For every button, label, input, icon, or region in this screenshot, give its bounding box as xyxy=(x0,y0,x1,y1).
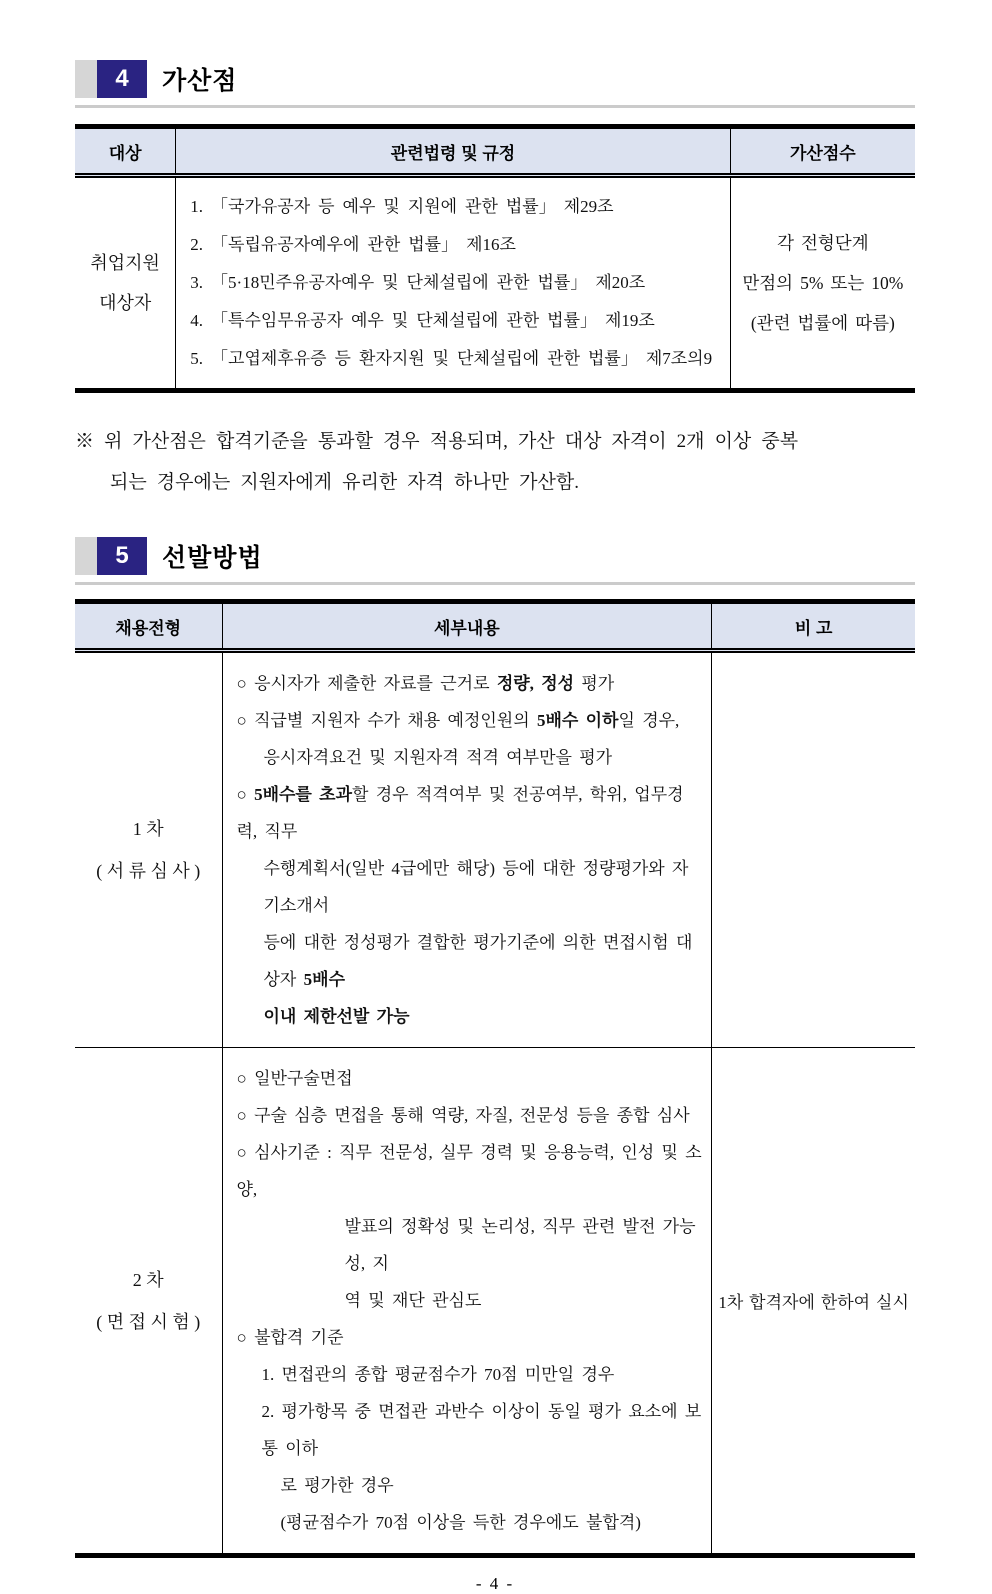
text-line: 수행계획서(일반 4급에만 해당) 등에 대한 정량평가와 자기소개서 xyxy=(263,859,689,915)
text-line: 2. 「독립유공자예우에 관한 법률」 제16조 xyxy=(190,235,516,254)
section-4-number-badge: 4 xyxy=(97,60,147,98)
text-line: 1. 면접관의 종합 평균점수가 70점 미만일 경우 xyxy=(261,1365,615,1384)
bonus-points-cell xyxy=(730,176,915,391)
text-line: ※ 위 가산점은 합격기준을 통과할 경우 적용되며, 가산 대상 자격이 2개 이상 중복 xyxy=(75,431,799,452)
section-badge-shadow xyxy=(75,537,97,575)
section-4-header xyxy=(75,60,915,108)
text-line: (관련 법률에 따름) xyxy=(750,313,895,333)
bonus-table-header-row xyxy=(75,127,915,176)
stage1-remark-cell xyxy=(712,651,915,1048)
selection-row-stage1 xyxy=(75,651,915,1048)
stage2-details-cell xyxy=(222,1048,712,1556)
stage1-details-cell xyxy=(222,651,712,1048)
text-line: 취업지원 xyxy=(90,253,160,273)
selection-row-stage2 xyxy=(75,1048,915,1556)
selection-table-header-row xyxy=(75,602,915,651)
column-header-bonus-points: 가산점수 xyxy=(730,127,915,176)
column-header-details: 세부내용 xyxy=(222,602,712,651)
text-line: ○ 5배수를 초과할 경우 적격여부 및 전공여부, 학위, 업무경력, 직무 xyxy=(236,785,684,841)
text-line: ( 서 류 심 사 ) xyxy=(96,861,201,881)
bonus-points-table xyxy=(75,124,915,393)
stage2-cell xyxy=(75,1048,222,1556)
text-line: 역 및 재단 관심도 xyxy=(344,1291,482,1310)
target-cell xyxy=(75,176,176,391)
text-line: ○ 구술 심층 면접을 통해 역량, 자질, 전문성 등을 종합 심사 xyxy=(236,1106,690,1125)
section-badge-shadow xyxy=(75,60,97,98)
text-line: 응시자격요건 및 지원자격 적격 여부만을 평가 xyxy=(263,748,613,767)
column-header-remarks: 비 고 xyxy=(712,602,915,651)
stage1-cell xyxy=(75,651,222,1048)
text-line: 로 평가한 경우 xyxy=(280,1476,394,1495)
section-4-title: 가산점 xyxy=(162,67,238,95)
laws-list-cell xyxy=(176,176,730,391)
text-line: 되는 경우에는 지원자에게 유리한 자격 하나만 가산함. xyxy=(110,472,579,493)
text-line: ○ 심사기준 : 직무 전문성, 실무 경력 및 응용능력, 인성 및 소양, xyxy=(236,1143,702,1199)
text-line: ○ 응시자가 제출한 자료를 근거로 정량, 정성 평가 xyxy=(236,674,615,693)
stage2-remark-cell: 1차 합격자에 한하여 실시 xyxy=(712,1048,915,1556)
text-line: 등에 대한 정성평가 결합한 평가기준에 의한 면접시험 대상자 5배수 xyxy=(263,933,693,989)
text-line: ○ 불합격 기준 xyxy=(236,1328,344,1347)
section-5-title: 선발방법 xyxy=(162,544,263,572)
text-line: 5. 「고엽제후유증 등 환자지원 및 단체설립에 관한 법률」 제7조의9 xyxy=(190,349,713,368)
text-line: ○ 일반구술면접 xyxy=(236,1069,353,1088)
text-line: 2. 평가항목 중 면접관 과반수 이상이 동일 평가 요소에 보통 이하 xyxy=(261,1402,702,1458)
page-number: - 4 - xyxy=(475,1574,515,1593)
column-header-related-laws: 관련법령 및 규정 xyxy=(176,127,730,176)
text-line: 이내 제한선발 가능 xyxy=(263,1007,410,1026)
column-header-target: 대상 xyxy=(75,127,176,176)
text-line: 대상자 xyxy=(99,293,152,313)
bonus-table-row xyxy=(75,176,915,391)
text-line: 2 차 xyxy=(132,1269,164,1290)
bonus-note xyxy=(75,421,915,503)
text-line: 3. 「5·18민주유공자예우 및 단체설립에 관한 법률」 제20조 xyxy=(190,273,646,292)
text-line: 1. 「국가유공자 등 예우 및 지원에 관한 법률」 제29조 xyxy=(190,197,614,216)
section-5-header xyxy=(75,537,915,585)
text-line: 만점의 5% 또는 10% xyxy=(742,273,904,293)
text-line: 각 전형단계 xyxy=(777,233,869,253)
text-line: ( 면 접 시 험 ) xyxy=(96,1311,201,1332)
text-line: (평균점수가 70점 이상을 득한 경우에도 불합격) xyxy=(280,1513,641,1532)
text-line: 1 차 xyxy=(132,819,164,839)
text-line: 발표의 정확성 및 논리성, 직무 관련 발전 가능성, 지 xyxy=(344,1217,696,1273)
text-line: 4. 「특수임무유공자 예우 및 단체설립에 관한 법률」 제19조 xyxy=(190,311,655,330)
text-line: ○ 직급별 지원자 수가 채용 예정인원의 5배수 이하일 경우, xyxy=(236,711,680,730)
selection-method-table xyxy=(75,599,915,1558)
column-header-recruit-stage: 채용전형 xyxy=(75,602,222,651)
section-5-number-badge: 5 xyxy=(97,537,147,575)
